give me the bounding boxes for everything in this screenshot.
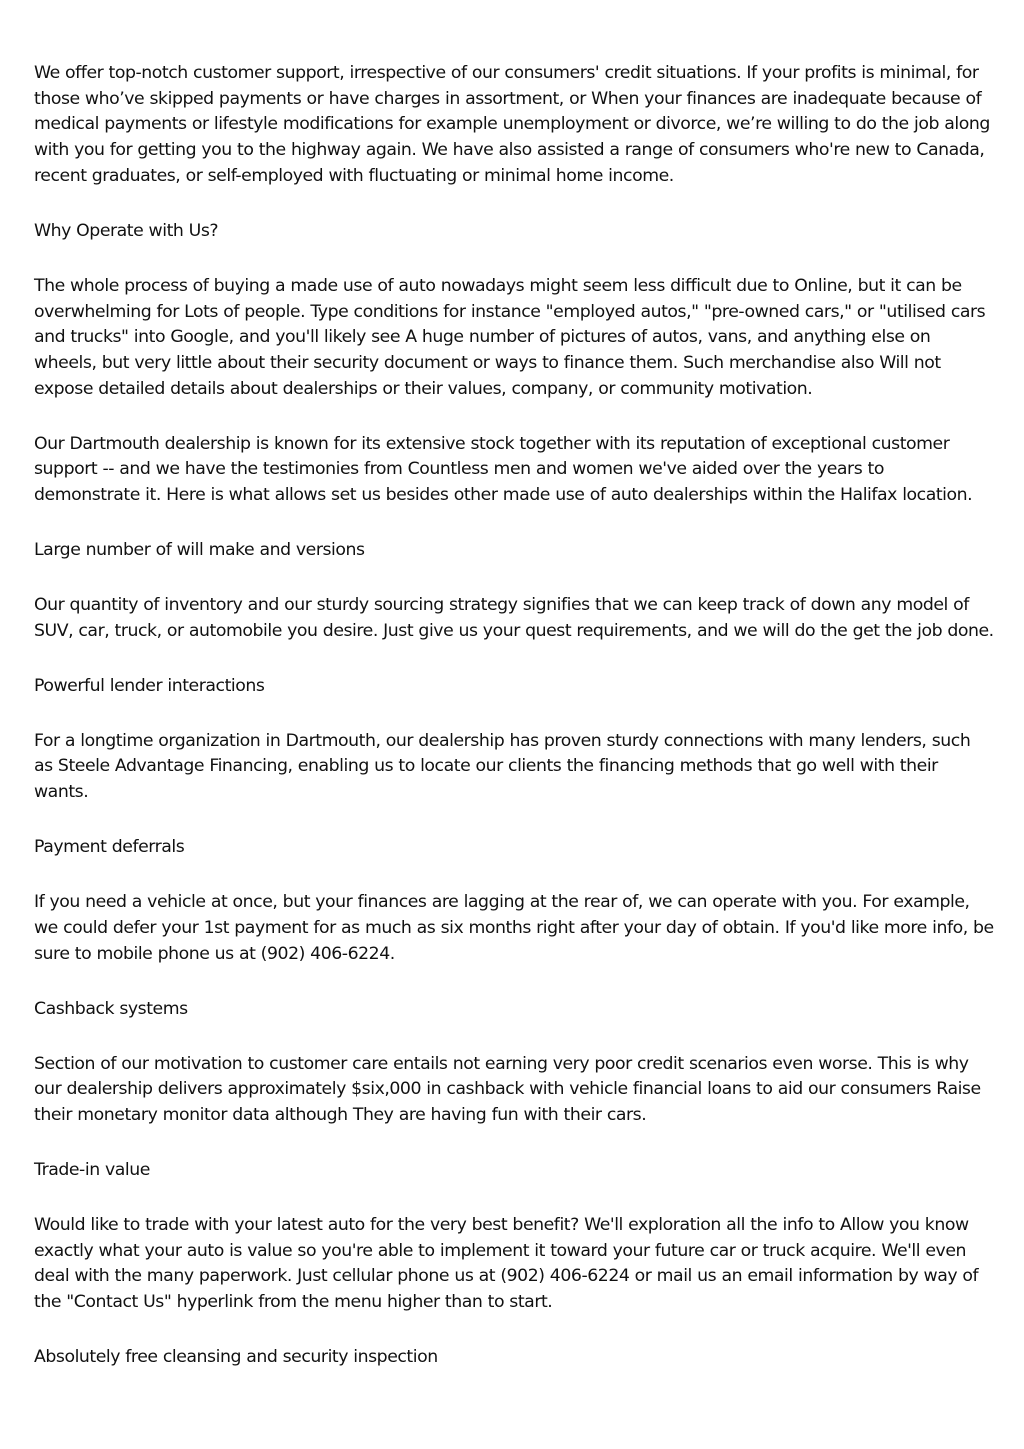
paragraph-inventory: Our quantity of inventory and our sturdy sourcing strategy signifies that we can keep track of down any model of SUV, car, truck, or automobile you desire. Just give us your quest requirements, and we will do the get the job done. bbox=[34, 595, 994, 641]
paragraph-cashback: Section of our motivation to customer care entails not earning very poor credit scenarios even worse. This is why our dealership delivers approximately $six,000 in cashback with vehicle financial loans to aid our consumers Raise their monetary monitor data although They are having fun with their cars. bbox=[34, 1053, 981, 1125]
heading-makes-and-versions: Large number of will make and versions bbox=[34, 540, 365, 561]
heading-trade-in-value: Trade-in value bbox=[34, 1159, 150, 1180]
paragraph-trade-in: Would like to trade with your latest auto for the very best benefit? We'll exploration all the info to Allow you know exactly what your auto is value so you're able to implement it toward your future car or truck acquire. We'll even deal with the many paperwork. Just cellular phone us at (902) 406-6224 or mail us an email information by way of the "Contact Us" hyperlink from the menu higher than to start. bbox=[34, 1214, 979, 1313]
paragraph-buying-process: The whole process of buying a made use of auto nowadays might seem less difficult due to Online, but it can be overwhelming for Lots of people. Type conditions for instance "employed autos," "pre-owned cars," or "utilised cars and trucks" into Google, and you'll likely see A huge number of pictures of autos, vans, and anything else on wheels, but very little about their security document or ways to finance them. Such merchandise also Will not expose detailed details about dealerships or their values, company, or community motivation. bbox=[34, 275, 986, 399]
paragraph-dartmouth-dealership: Our Dartmouth dealership is known for its extensive stock together with its reputation of exceptional customer support -- and we have the testimonies from Countless men and women we've aided over the years to demonstrate it. Here is what allows set us besides other made use of auto dealerships within the Halifax location. bbox=[34, 433, 973, 506]
paragraph-deferrals: If you need a vehicle at once, but your finances are lagging at the rear of, we can operate with you. For example, we could defer your 1st payment for as much as six months right after your day of obtain. If you'd like more info, be sure to mobile phone us at (902) 406-6224. bbox=[34, 892, 994, 964]
heading-payment-deferrals: Payment deferrals bbox=[34, 837, 185, 858]
heading-lender-interactions: Powerful lender interactions bbox=[34, 675, 265, 696]
intro-paragraph: We offer top-notch customer support, irrespective of our consumers' credit situations. If your profits is minimal, for those who’ve skipped payments or have charges in assortment, or When your finances are inadequate because of medical payments or lifestyle modifications for example unemployment or divorce, we’re willing to do the job along with you for getting you to the highway again. We have also assisted a range of consumers who're new to Canada, recent graduates, or self-employed with fluctuating or minimal home income. bbox=[34, 63, 990, 186]
heading-free-cleansing: Absolutely free cleansing and security inspection bbox=[34, 1347, 438, 1368]
heading-why-operate-with-us: Why Operate with Us? bbox=[34, 220, 219, 241]
heading-cashback-systems: Cashback systems bbox=[34, 998, 188, 1019]
paragraph-lenders: For a longtime organization in Dartmouth, our dealership has proven sturdy connections with many lenders, such as Steele Advantage Financing, enabling us to locate our clients the financing methods that go well with their wants. bbox=[34, 730, 971, 803]
document-body bbox=[34, 61, 994, 1400]
